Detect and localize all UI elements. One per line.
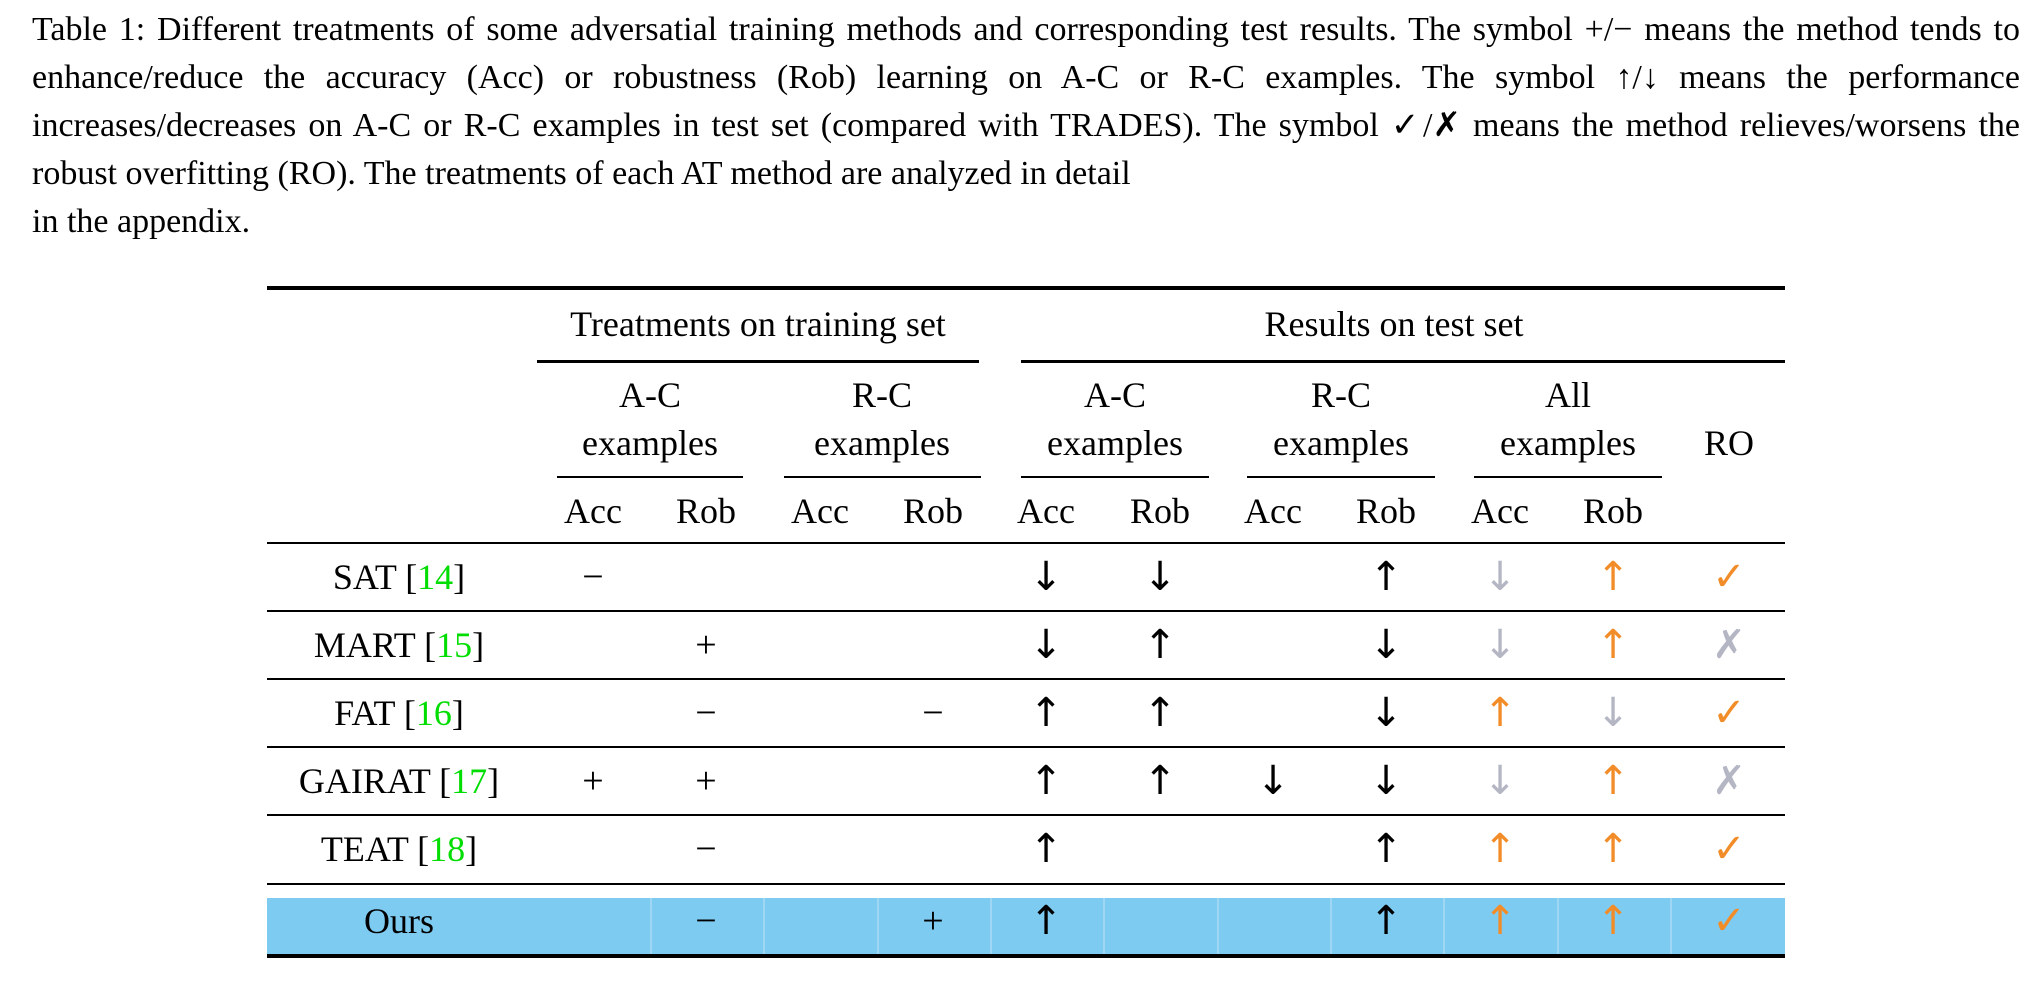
citation-bracket: ]: [487, 761, 500, 801]
up-arrow-icon: ↑: [1596, 758, 1630, 804]
method-label: SAT [: [332, 557, 418, 597]
citation-bracket: ]: [472, 625, 485, 665]
up-arrow-icon: ↑: [1143, 690, 1177, 736]
highlight-cell-sep: [990, 898, 992, 958]
up-arrow-icon: ↑: [1143, 758, 1177, 804]
metric-header: Rob: [675, 491, 737, 531]
top-rule: [267, 286, 1785, 290]
up-arrow-icon: ↑: [1029, 898, 1063, 944]
highlight-cell-sep: [1103, 898, 1105, 958]
citation-link[interactable]: 15: [436, 625, 473, 665]
sub-header-line2: examples: [814, 423, 950, 463]
metric-header: Rob: [1129, 491, 1191, 531]
plus-symbol: +: [695, 624, 717, 666]
down-arrow-icon: ↓: [1596, 690, 1630, 736]
minus-symbol: −: [695, 692, 717, 734]
metric-header: Rob: [1582, 491, 1644, 531]
method-name: [299, 761, 499, 801]
citation-bracket: ]: [453, 557, 466, 597]
up-arrow-icon: ↑: [1596, 826, 1630, 872]
up-arrow-icon: ↑: [1596, 622, 1630, 668]
highlight-cell-sep: [1557, 898, 1559, 958]
metric-header: Rob: [1355, 491, 1417, 531]
method-name: [321, 829, 477, 869]
up-arrow-icon: ↑: [1029, 690, 1063, 736]
bottom-rule: [267, 954, 1785, 958]
up-arrow-icon: ↑: [1029, 826, 1063, 872]
highlight-cell-sep: [1217, 898, 1219, 958]
down-arrow-icon: ↓: [1143, 554, 1177, 600]
highlight-cell-sep: [1443, 898, 1445, 958]
minus-symbol: −: [582, 556, 604, 598]
up-arrow-icon: ↑: [1483, 826, 1517, 872]
up-arrow-icon: ↑: [1143, 622, 1177, 668]
ro-header: RO: [1703, 423, 1755, 463]
minus-symbol: −: [695, 900, 717, 942]
highlight-cell-sep: [1670, 898, 1672, 958]
row-rule-3: [267, 746, 1785, 748]
check-icon: ✓: [1712, 898, 1746, 944]
method-label: MART [: [313, 625, 437, 665]
metric-header: Rob: [902, 491, 964, 531]
highlight-cell-sep: [877, 898, 879, 958]
header-rule: [267, 542, 1785, 544]
up-arrow-icon: ↑: [1369, 898, 1403, 944]
down-arrow-icon: ↓: [1029, 622, 1063, 668]
check-icon: ✓: [1712, 826, 1746, 872]
metric-header: Acc: [1017, 491, 1075, 531]
results-table: [267, 286, 1785, 958]
sub-underline-1: [557, 476, 743, 478]
up-arrow-icon: ↑: [1483, 898, 1517, 944]
sub-header-line2: examples: [1500, 423, 1636, 463]
down-arrow-icon: ↓: [1369, 758, 1403, 804]
down-arrow-icon: ↓: [1369, 690, 1403, 736]
method-label: TEAT [: [320, 829, 430, 869]
citation-bracket: ]: [451, 693, 464, 733]
sub-header-line2: examples: [1273, 423, 1409, 463]
cross-icon: ✗: [1712, 622, 1746, 668]
table-caption: [32, 6, 2020, 246]
row-rule-1: [267, 610, 1785, 612]
sub-header-line1: R-C: [851, 375, 913, 415]
up-arrow-icon: ↑: [1369, 554, 1403, 600]
sub-header-line1: R-C: [1310, 375, 1372, 415]
down-arrow-icon: ↓: [1483, 758, 1517, 804]
method-label: Ours: [364, 901, 434, 941]
up-arrow-icon: ↑: [1369, 826, 1403, 872]
up-arrow-icon: ↑: [1596, 898, 1630, 944]
down-arrow-icon: ↓: [1029, 554, 1063, 600]
metric-header: Acc: [1471, 491, 1529, 531]
sub-underline-2: [784, 476, 981, 478]
down-arrow-icon: ↓: [1369, 622, 1403, 668]
metric-header: Acc: [791, 491, 849, 531]
group-test-underline: [1021, 360, 1785, 363]
metric-header: Acc: [564, 491, 622, 531]
group-header-test: Results on test set: [1264, 304, 1524, 344]
plus-symbol: +: [695, 760, 717, 802]
sub-header-line1: All: [1544, 375, 1592, 415]
minus-symbol: −: [922, 692, 944, 734]
citation-link[interactable]: 16: [415, 693, 452, 733]
caption-text: Table 1: Different treatments of some adversatial training methods and corresponding test results. The symbol +/− means the method tends to enhance/reduce the accuracy (Acc) or robustness (Rob) learning on A-C or R-C examples. The symbol ↑/↓ means the performance increases/decreases on A-C or R-C examples in test set (compared with TRADES). The symbol ✓/✗ means the method relieves/worsens the robust overfitting (RO). The treatments of each AT method are analyzed in detail: [32, 11, 2020, 192]
down-arrow-icon: ↓: [1256, 758, 1290, 804]
sub-header-line1: A-C: [1084, 375, 1146, 415]
method-name: [314, 625, 484, 665]
citation-bracket: ]: [465, 829, 478, 869]
method-name: [364, 901, 434, 941]
citation-link[interactable]: 17: [451, 761, 488, 801]
sub-underline-4: [1247, 476, 1435, 478]
highlight-cell-sep: [1330, 898, 1332, 958]
metric-header: Acc: [1244, 491, 1302, 531]
up-arrow-icon: ↑: [1483, 690, 1517, 736]
row-rule-2: [267, 678, 1785, 680]
minus-symbol: −: [695, 828, 717, 870]
sub-underline-3: [1021, 476, 1209, 478]
highlight-cell-sep: [650, 898, 652, 958]
plus-symbol: +: [582, 760, 604, 802]
method-label: FAT [: [334, 693, 416, 733]
citation-link[interactable]: 18: [429, 829, 466, 869]
sub-underline-5: [1474, 476, 1662, 478]
down-arrow-icon: ↓: [1483, 622, 1517, 668]
group-train-underline: [537, 360, 979, 363]
method-label: GAIRAT [: [298, 761, 452, 801]
up-arrow-icon: ↑: [1029, 758, 1063, 804]
sub-header-line2: examples: [582, 423, 718, 463]
check-icon: ✓: [1712, 554, 1746, 600]
caption-last-line: in the appendix.: [32, 203, 251, 240]
method-name: [333, 557, 465, 597]
down-arrow-icon: ↓: [1483, 554, 1517, 600]
highlight-cell-sep: [763, 898, 765, 958]
method-name: [334, 693, 464, 733]
up-arrow-icon: ↑: [1596, 554, 1630, 600]
cross-icon: ✗: [1712, 758, 1746, 804]
check-icon: ✓: [1712, 690, 1746, 736]
group-header-train: Treatments on training set: [570, 304, 946, 344]
row-rule-4: [267, 814, 1785, 816]
sub-header-line2: examples: [1047, 423, 1183, 463]
row-rule-5: [267, 883, 1785, 885]
plus-symbol: +: [922, 900, 944, 942]
sub-header-line1: A-C: [619, 375, 681, 415]
citation-link[interactable]: 14: [417, 557, 454, 597]
